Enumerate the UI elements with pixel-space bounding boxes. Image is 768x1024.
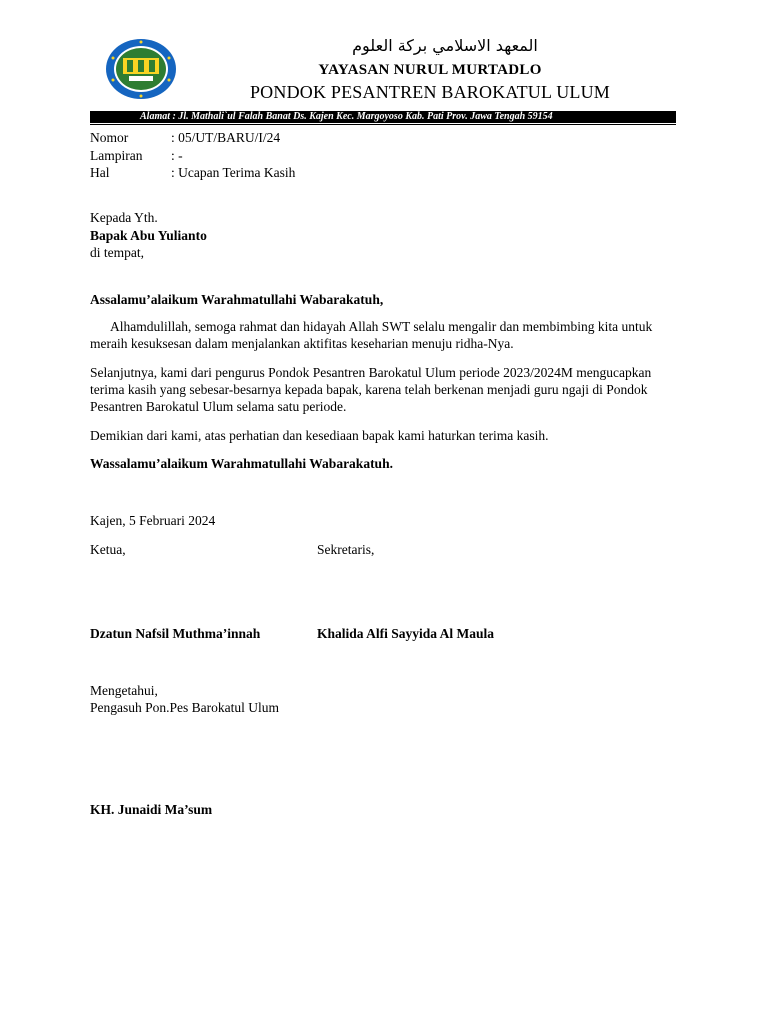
ketua-name: Dzatun Nafsil Muthma’innah (90, 626, 261, 641)
sekretaris-name: Khalida Alfi Sayyida Al Maula (317, 626, 495, 641)
address-text: Alamat : Jl. Mathali`ul Falah Banat Ds. Kajen Kec. Margoyoso Kab. Pati Prov. Jawa Tengah 59154 (140, 111, 553, 122)
recipient-place: di tempat, (90, 245, 144, 260)
paragraph-3: Demikian dari kami, atas perhatian dan kesediaan bapak kami haturkan terima kasih. (90, 428, 549, 443)
nomor-value: : 05/UT/BARU/I/24 (171, 130, 281, 145)
hal-label: Hal (90, 165, 110, 180)
hal-value: : Ucapan Terima Kasih (171, 165, 296, 180)
letter-date: Kajen, 5 Februari 2024 (90, 513, 216, 528)
sekretaris-title: Sekretaris, (317, 542, 375, 557)
address-bar (90, 111, 676, 123)
pengasuh-name: KH. Junaidi Ma’sum (90, 802, 213, 817)
foundation-name: YAYASAN NURUL MURTADLO (318, 62, 542, 78)
paragraph-1: Alhamdulillah, semoga rahmat dan hidayah Allah SWT selalu mengalir dan membimbing kita untuk meraih kesuksesan dalam menjalankan aktifitas keseharian menuju ridha-Nya. (90, 319, 653, 351)
lampiran-label: Lampiran (90, 148, 143, 163)
paragraph-2: Selanjutnya, kami dari pengurus Pondok Pesantren Barokatul Ulum periode 2023/2024M mengucapkan terima kasih yang sebesar-besarnya kepada bapak, karena telah berkenan menjadi guru ngaji di Pondok Pesantren Barokatul Ulum selama satu periode. (90, 365, 652, 414)
institution-name: PONDOK PESANTREN BAROKATUL ULUM (249, 82, 611, 102)
institution-logo (105, 38, 177, 100)
mengetahui-label: Mengetahui, (90, 683, 158, 698)
recipient-salutation: Kepada Yth. (90, 210, 158, 225)
pengasuh-title: Pengasuh Pon.Pes Barokatul Ulum (90, 700, 279, 715)
closing: Wassalamu’alaikum Warahmatullahi Wabarakatuh. (90, 456, 393, 471)
greeting: Assalamu’alaikum Warahmatullahi Wabarakatuh, (90, 292, 384, 307)
recipient-name: Bapak Abu Yulianto (90, 228, 207, 243)
arabic-institution-name: المعهد الاسلامي بركة العلوم (352, 36, 538, 55)
header-divider (90, 124, 676, 125)
lampiran-value: : - (171, 148, 183, 163)
ketua-title: Ketua, (90, 542, 126, 557)
nomor-label: Nomor (90, 130, 129, 145)
